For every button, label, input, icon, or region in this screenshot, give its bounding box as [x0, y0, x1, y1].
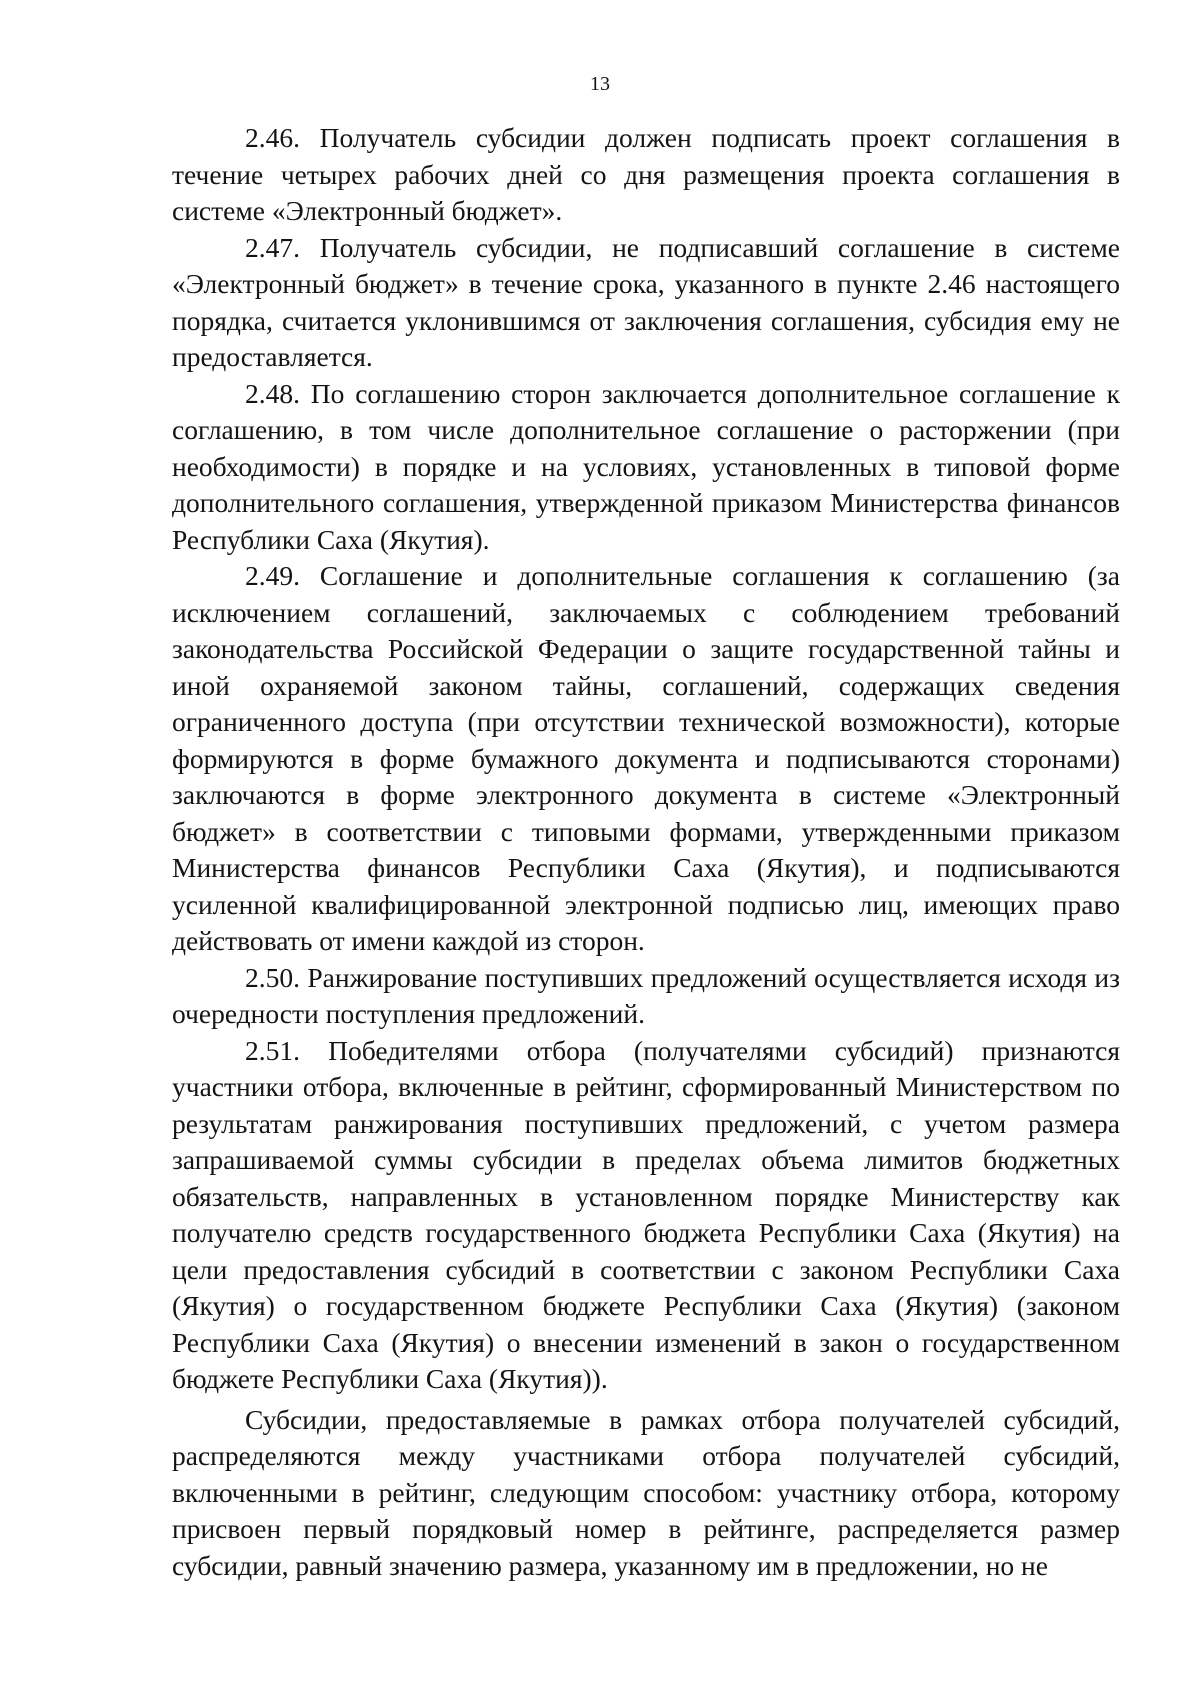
paragraph-2-50: 2.50. Ранжирование поступивших предложений осуществляется исходя из очередности поступления предложений.	[172, 961, 1120, 1029]
page-number: 13	[590, 73, 610, 95]
paragraph-2-46: 2.46. Получатель субсидии должен подписать проект соглашения в течение четырех рабочих дней со дня размещения проекта соглашения в системе «Электронный бюджет».	[172, 122, 1120, 226]
paragraph-2-49: 2.49. Соглашение и дополнительные соглашения к соглашению (за исключением соглашений, заключаемых с соблюдением требований законодательства Российской Федерации о защите государственной тайны и иной охраняемой законом тайны, соглашений, содержащих сведения ограниченного доступа (при отсутствии технической возможности), которые формируются в форме бумажного документа и подписываются сторонами) заключаются в форме электронного документа в системе «Электронный бюджет» в соответствии с типовыми формами, утвержденными приказом Министерства финансов Республики Саха (Якутия), и подписываются усиленной квалифицированной электронной подписью лиц, имеющих право действовать от имени каждой из сторон.	[172, 560, 1120, 956]
paragraph-2-51: 2.51. Победителями отбора (получателями субсидий) признаются участники отбора, включенные в рейтинг, сформированный Министерством по результатам ранжирования поступивших предложений, с учетом размера запрашиваемой суммы субсидии в пределах объема лимитов бюджетных обязательств, направленных в установленном порядке Министерству как получателю средств государственного бюджета Республики Саха (Якутия) на цели предоставления субсидий в соответствии с законом Республики Саха (Якутия) о государственном бюджете Республики Саха (Якутия) (законом Республики Саха (Якутия) о внесении изменений в закон о государственном бюджете Республики Саха (Якутия)).	[172, 1034, 1120, 1394]
paragraph-subsidy-distribution: Субсидии, предоставляемые в рамках отбора получателей субсидий, распределяются между участниками отбора получателей субсидий, включенными в рейтинг, следующим способом: участнику отбора, которому присвоен первый порядковый номер в рейтинге, распределяется размер субсидии, равный значению размера, указанному им в предложении, но не	[172, 1403, 1120, 1581]
document-body	[172, 120, 1120, 1584]
paragraph-2-48: 2.48. По соглашению сторон заключается дополнительное соглашение к соглашению, в том числе дополнительное соглашение о расторжении (при необходимости) в порядке и на условиях, установленных в типовой форме дополнительного соглашения, утвержденной приказом Министерства финансов Республики Саха (Якутия).	[172, 377, 1120, 555]
paragraph-2-47: 2.47. Получатель субсидии, не подписавший соглашение в системе «Электронный бюджет» в течение срока, указанного в пункте 2.46 настоящего порядка, считается уклонившимся от заключения соглашения, субсидия ему не предоставляется.	[172, 231, 1120, 372]
